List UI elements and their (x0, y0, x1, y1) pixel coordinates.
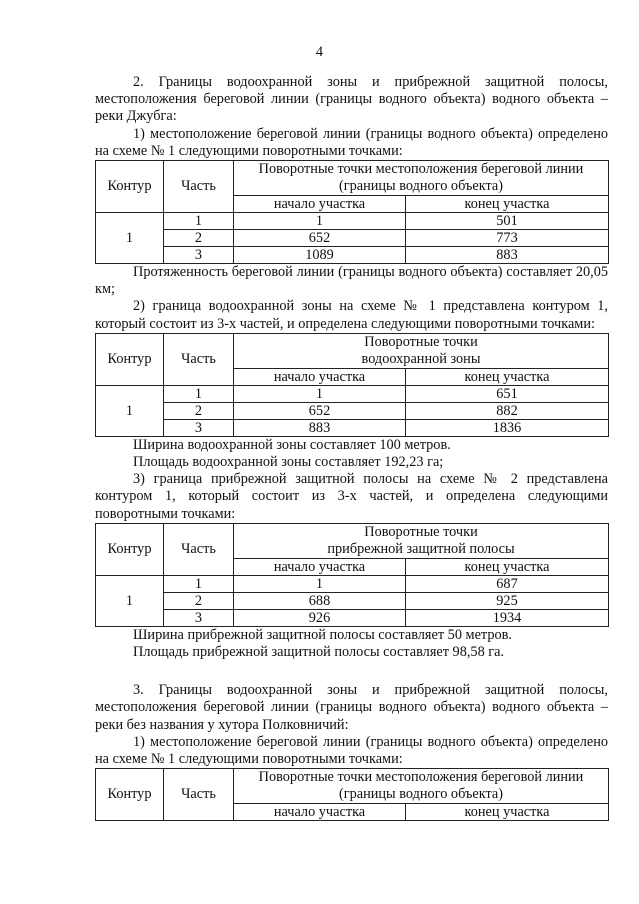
kontur-cell: 1 (96, 213, 164, 264)
part-cell: 1 (164, 575, 234, 592)
start-cell: 926 (234, 609, 406, 626)
header-zone-line1: Поворотные точки (364, 333, 478, 350)
end-cell: 773 (406, 230, 609, 247)
header-chast: Часть (164, 523, 234, 575)
header-zone-points (234, 333, 609, 368)
header-chast: Часть (164, 769, 234, 821)
header-kontur: Контур (96, 523, 164, 575)
end-cell: 925 (406, 592, 609, 609)
end-cell: 1836 (406, 419, 609, 436)
header-start: начало участка (234, 558, 406, 575)
header-kontur: Контур (96, 161, 164, 213)
shoreline-table-section-3 (95, 768, 609, 821)
section-2-item-3: 3) граница прибрежной защитной полосы на схеме № 2 представлена контуром 1, который состоит из 3-х частей, и определена следующими поворотными точками: (95, 471, 608, 522)
header-chast: Часть (164, 333, 234, 385)
page-content (95, 74, 608, 821)
shoreline-length-text: Протяженность береговой линии (границы водного объекта) составляет 20,05 км; (95, 264, 608, 298)
section-2-heading: 2. Границы водоохранной зоны и прибрежной защитной полосы, местоположения береговой линии (границы водного объекта) водного объекта – реки Джубга: (95, 74, 608, 125)
header-start: начало участка (234, 196, 406, 213)
zone-area-text: Площадь водоохранной зоны составляет 192,23 га; (133, 454, 444, 471)
section-3-item-1: 1) местоположение береговой линии (границы водного объекта) определено на схеме № 1 следующими поворотными точками: (95, 733, 608, 768)
end-cell: 687 (406, 575, 609, 592)
end-cell: 501 (406, 213, 609, 230)
header-end: конец участка (406, 368, 609, 385)
header-start: начало участка (234, 804, 406, 821)
start-cell: 1 (234, 575, 406, 592)
start-cell: 1 (234, 385, 406, 402)
end-cell: 882 (406, 402, 609, 419)
coastal-strip-table (95, 523, 609, 627)
header-chast: Часть (164, 161, 234, 213)
table-row (96, 247, 609, 264)
header-end: конец участка (406, 558, 609, 575)
end-cell: 1934 (406, 609, 609, 626)
table-row (96, 230, 609, 247)
part-cell: 3 (164, 247, 234, 264)
header-shoreline-points: Поворотные точки местоположения береговой линии (границы водного объекта) (234, 769, 609, 804)
part-cell: 3 (164, 609, 234, 626)
table-row (96, 592, 609, 609)
start-cell: 1 (234, 213, 406, 230)
table-row (96, 609, 609, 626)
strip-width-text: Ширина прибрежной защитной полосы составляет 50 метров. (133, 626, 512, 643)
part-cell: 3 (164, 419, 234, 436)
kontur-cell: 1 (96, 575, 164, 626)
header-strip-line1: Поворотные точки (364, 523, 478, 540)
section-3-heading: 3. Границы водоохранной зоны и прибрежной защитной полосы, местоположения береговой линии (границы водного объекта) водного объекта – реки без названия у хутора Полковничий: (95, 682, 608, 733)
part-cell: 1 (164, 385, 234, 402)
header-strip-points (234, 523, 609, 558)
header-strip-line2: прибрежной защитной полосы (327, 540, 515, 557)
end-cell: 883 (406, 247, 609, 264)
start-cell: 688 (234, 592, 406, 609)
table-row (96, 419, 609, 436)
start-cell: 1089 (234, 247, 406, 264)
table-row (96, 402, 609, 419)
section-2-item-1: 1) местоположение береговой линии (границы водного объекта) определено на схеме № 1 следующими поворотными точками: (95, 125, 608, 159)
end-cell: 651 (406, 385, 609, 402)
start-cell: 883 (234, 419, 406, 436)
part-cell: 2 (164, 230, 234, 247)
start-cell: 652 (234, 402, 406, 419)
section-2-item-2: 2) граница водоохранной зоны на схеме № 1 представлена контуром 1, который состоит из 3-х частей, и определена следующими поворотными точками: (95, 298, 608, 332)
table-row (96, 575, 609, 592)
header-shoreline-points: Поворотные точки местоположения береговой линии (границы водного объекта) (234, 161, 609, 196)
kontur-cell: 1 (96, 385, 164, 436)
strip-area-text: Площадь прибрежной защитной полосы составляет 98,58 га. (133, 644, 505, 661)
table-row (96, 385, 609, 402)
part-cell: 2 (164, 592, 234, 609)
start-cell: 652 (234, 230, 406, 247)
header-end: конец участка (406, 804, 609, 821)
zone-width-text: Ширина водоохранной зоны составляет 100 метров. (133, 436, 451, 453)
header-end: конец участка (406, 196, 609, 213)
table-row (96, 213, 609, 230)
header-zone-line2: водоохранной зоны (361, 350, 481, 367)
water-protection-zone-table (95, 333, 609, 437)
shoreline-table-section-2 (95, 160, 609, 264)
header-kontur: Контур (96, 333, 164, 385)
part-cell: 2 (164, 402, 234, 419)
part-cell: 1 (164, 213, 234, 230)
page-number: 4 (315, 44, 324, 60)
header-kontur: Контур (96, 769, 164, 821)
header-start: начало участка (234, 368, 406, 385)
